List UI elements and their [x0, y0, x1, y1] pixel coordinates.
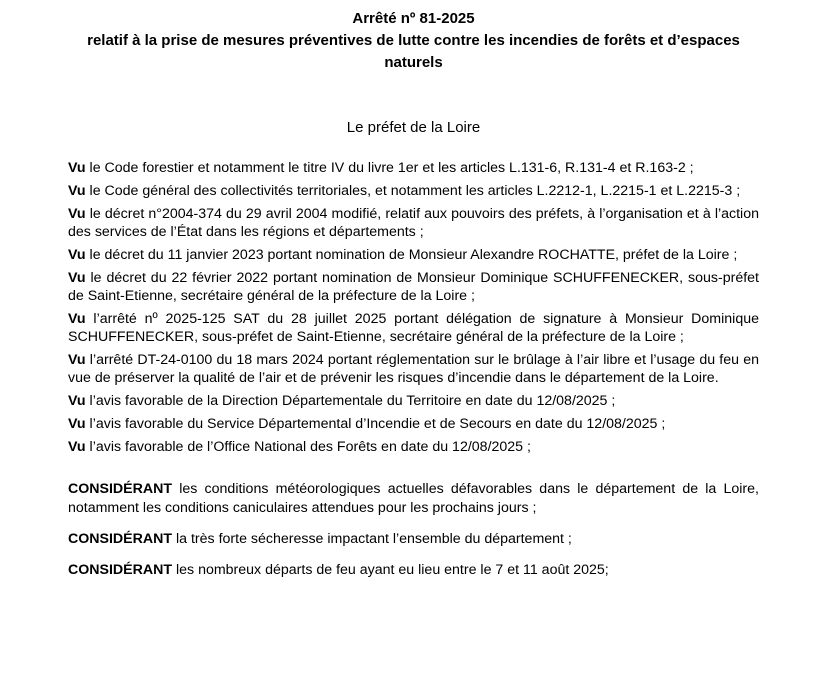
visa-text: l’arrêté nº 2025-125 SAT du 28 juillet 2025 portant délégation de signature à Monsieur Dominique SCHUFFENECKER, sous-préfet de Saint-Etienne, secrétaire général de la préfecture de la Loire ;: [68, 311, 759, 345]
considerant-keyword: CONSIDÉRANT: [68, 562, 173, 578]
considerant-item: [68, 530, 759, 549]
document-header: [60, 8, 767, 74]
visa-item: [68, 182, 759, 200]
considerant-item: [68, 561, 759, 580]
visa-text: l’arrêté DT-24-0100 du 18 mars 2024 portant réglementation sur le brûlage à l’air libre et l’usage du feu en vue de préserver la qualité de l’air et de prévenir les risques d’incendie dans le département de la Loire.: [68, 352, 759, 386]
arrete-subtitle: relatif à la prise de mesures préventives de lutte contre les incendies de forêts et d’espaces naturels: [87, 32, 740, 71]
visa-keyword: Vu: [68, 439, 86, 455]
visa-text: le décret n°2004-374 du 29 avril 2004 modifié, relatif aux pouvoirs des préfets, à l’organisation et à l’action des services de l’État dans les régions et départements ;: [68, 206, 759, 240]
visa-keyword: Vu: [68, 160, 86, 176]
visa-item: [68, 205, 759, 241]
considerant-text: la très forte sécheresse impactant l’ensemble du département ;: [172, 531, 572, 547]
considerant-keyword: CONSIDÉRANT: [68, 481, 173, 497]
visa-text: l’avis favorable du Service Départemental d’Incendie et de Secours en date du 12/08/2025 ;: [85, 416, 666, 432]
considerant-text: les nombreux départs de feu ayant eu lieu entre le 7 et 11 août 2025;: [172, 562, 609, 578]
considerant-keyword: CONSIDÉRANT: [68, 531, 173, 547]
visa-item: [68, 310, 759, 346]
visa-keyword: Vu: [68, 247, 86, 263]
considerant-item: [68, 480, 759, 518]
visa-keyword: Vu: [68, 270, 86, 286]
visa-item: [68, 392, 759, 410]
visa-item: [68, 159, 759, 177]
visa-text: l’avis favorable de la Direction Départementale du Territoire en date du 12/08/2025 ;: [85, 393, 616, 409]
visa-text: l’avis favorable de l’Office National des Forêts en date du 12/08/2025 ;: [85, 439, 531, 455]
visa-keyword: Vu: [68, 416, 86, 432]
issuing-authority: Le préfet de la Loire: [346, 119, 481, 136]
visa-item: [68, 246, 759, 264]
visa-item: [68, 438, 759, 456]
visa-keyword: Vu: [68, 311, 86, 327]
visa-keyword: Vu: [68, 206, 86, 222]
visa-item: [68, 415, 759, 433]
visas-section: [68, 159, 759, 456]
visa-keyword: Vu: [68, 183, 86, 199]
visa-text: le décret du 11 janvier 2023 portant nomination de Monsieur Alexandre ROCHATTE, préfet de la Loire ;: [85, 247, 738, 263]
visa-keyword: Vu: [68, 393, 86, 409]
visa-item: [68, 351, 759, 387]
visa-text: le Code forestier et notamment le titre IV du livre 1er et les articles L.131-6, R.131-4 et R.163-2 ;: [85, 160, 694, 176]
visa-text: le Code général des collectivités territoriales, et notamment les articles L.2212-1, L.2215-1 et L.2215-3 ;: [85, 183, 741, 199]
visa-item: [68, 269, 759, 305]
arrete-title: Arrêté nº 81-2025: [352, 10, 475, 27]
visa-keyword: Vu: [68, 352, 86, 368]
considerants-section: [68, 480, 759, 580]
considerant-text: les conditions météorologiques actuelles défavorables dans le département de la Loire, notamment les conditions caniculaires attendues pour les prochains jours ;: [68, 481, 759, 516]
visa-text: le décret du 22 février 2022 portant nomination de Monsieur Dominique SCHUFFENECKER, sous-préfet de Saint-Etienne, secrétaire général de la préfecture de la Loire ;: [68, 270, 759, 304]
